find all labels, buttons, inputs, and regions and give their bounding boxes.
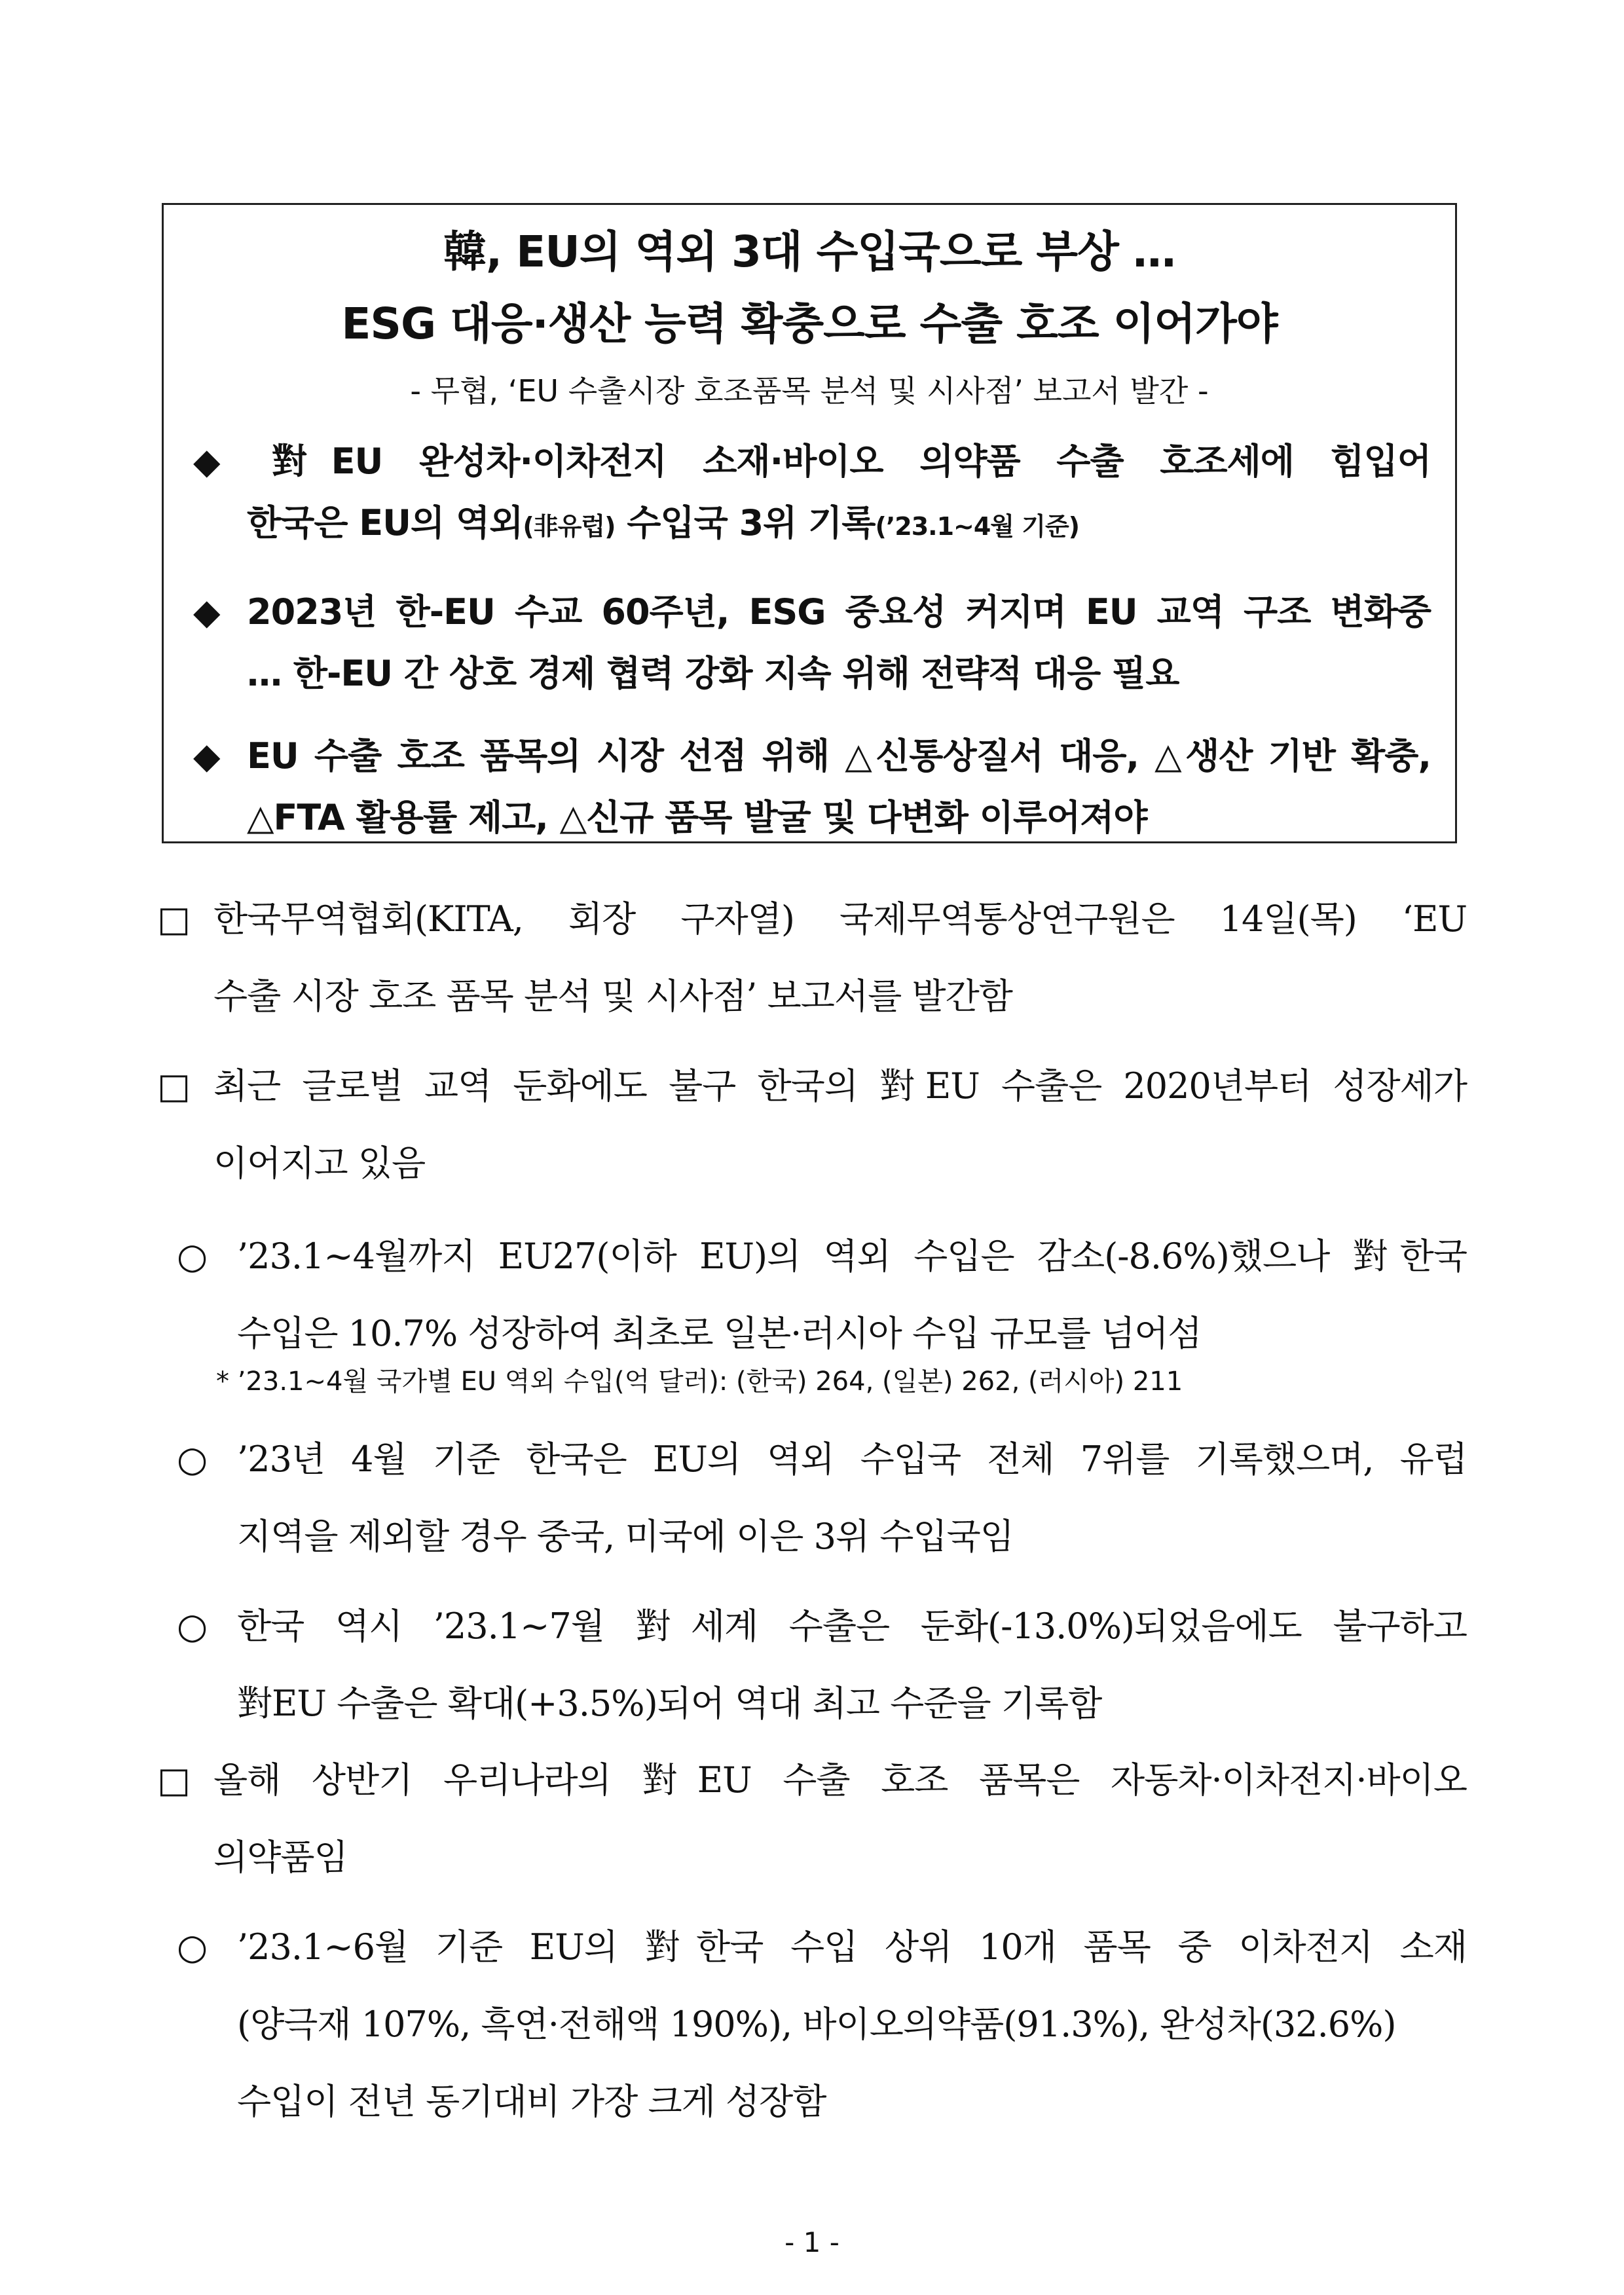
sub-item-3: ○ 한국 역시 ’23.1~7월 對세계 수출은 둔화(-13.0%)되었음에도 불구하고 對EU 수출은 확대(+3.5%)되어 역대 최고 수준을 기록함	[177, 1588, 1467, 1742]
circle-bullet-icon: ○	[177, 1926, 208, 1968]
square-bullet-icon: □	[157, 1065, 191, 1107]
highlight-3	[193, 725, 1431, 849]
square-bullet-icon: □	[157, 1759, 191, 1801]
highlight-1-line-1: 對EU 완성차·이차전지 소재·바이오 의약품 수출 호조세에 힘입어	[247, 441, 1431, 482]
diamond-bullet-icon: ◆	[193, 441, 220, 482]
circle-bullet-icon: ○	[177, 1439, 208, 1480]
page-number: - 1 -	[784, 2226, 840, 2258]
highlight-1-line-2-note: (’23.1~4월 기준)	[875, 512, 1080, 541]
sub-item-4: ○ ’23.1~6월 기준 EU의 對한국 수입 상위 10개 품목 중 이차전지 소재 (양극재 107%, 흑연·전해액 190%), 바이오의약품(91.3%), 완성차(32.6%) 수입이 전년 동기대비 가장 크게 성장함	[177, 1909, 1467, 2140]
headline-subtitle: - 무협, ‘EU 수출시장 호조품목 분석 및 시사점’ 보고서 발간 -	[410, 373, 1209, 409]
highlight-1-line-2-mid: 수입국 3위 기록	[627, 502, 876, 543]
highlight-3-line-1: EU 수출 호조 품목의 시장 선점 위해 △신통상질서 대응, △생산 기반 확충,	[247, 735, 1431, 777]
circle-bullet-icon: ○	[177, 1606, 208, 1647]
summary-box	[162, 203, 1457, 843]
footnote: * ’23.1~4월 국가별 EU 역외 수입(억 달러): (한국) 264, (일본) 262, (러시아) 211	[216, 1367, 1183, 1397]
asterisk-icon: *	[216, 1367, 229, 1397]
paragraph-3: □ 올해 상반기 우리나라의 對EU 수출 호조 품목은 자동차·이차전지·바이오 의약품임	[157, 1742, 1467, 1896]
diamond-bullet-icon: ◆	[193, 735, 220, 777]
highlight-2-line-1: 2023년 한-EU 수교 60주년, ESG 중요성 커지며 EU 교역 구조 변화중	[247, 591, 1431, 633]
highlight-3-line-2: △FTA 활용률 제고, △신규 품목 발굴 및 다변화 이루어져야	[247, 797, 1147, 838]
diamond-bullet-icon: ◆	[193, 591, 220, 633]
highlight-1	[193, 431, 1431, 557]
paragraph-2: □ 최근 글로벌 교역 둔화에도 불구 한국의 對EU 수출은 2020년부터 성장세가 이어지고 있음	[157, 1048, 1467, 1202]
headline-title-line-1: 韓, EU의 역외 3대 수입국으로 부상 …	[443, 227, 1175, 277]
highlight-1-line-2-paren: (非유럽)	[523, 512, 616, 541]
sub-item-1: ○ ’23.1~4월까지 EU27(이하 EU)의 역외 수입은 감소(-8.6%)했으나 對한국 수입은 10.7% 성장하여 최초로 일본·러시아 수입 규모를 넘어섬	[177, 1218, 1467, 1372]
highlight-1-line-2-main: 한국은 EU의 역외	[247, 502, 523, 543]
highlight-2-line-2: … 한-EU 간 상호 경제 협력 강화 지속 위해 전략적 대응 필요	[247, 653, 1179, 694]
circle-bullet-icon: ○	[177, 1236, 208, 1277]
paragraph-1: □ 한국무역협회(KITA, 회장 구자열) 국제무역통상연구원은 14일(목) ‘EU 수출 시장 호조 품목 분석 및 시사점’ 보고서를 발간함	[157, 881, 1467, 1035]
square-bullet-icon: □	[157, 898, 191, 940]
sub-item-2: ○ ’23년 4월 기준 한국은 EU의 역외 수입국 전체 7위를 기록했으며, 유럽 지역을 제외할 경우 중국, 미국에 이은 3위 수입국임	[177, 1421, 1467, 1575]
highlight-2	[193, 581, 1431, 705]
headline-title-line-2: ESG 대응·생산 능력 확충으로 수출 호조 이어가야	[341, 299, 1278, 349]
